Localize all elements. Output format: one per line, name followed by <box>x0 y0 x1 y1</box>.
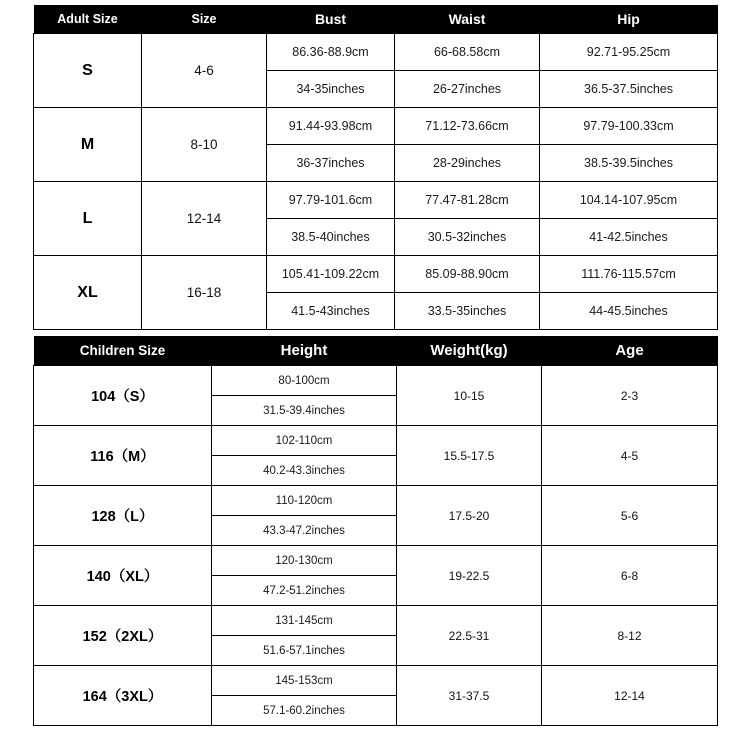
adult-m-hip-cm: 97.79-100.33cm <box>540 108 718 145</box>
adult-l-waist-in: 30.5-32inches <box>395 219 540 256</box>
adult-s-hip-cm: 92.71-95.25cm <box>540 34 718 71</box>
adult-m-waist-cm: 71.12-73.66cm <box>395 108 540 145</box>
children-140-weight: 19-22.5 <box>397 546 542 606</box>
children-128-height-in: 43.3-47.2inches <box>212 516 397 546</box>
adult-table-header <box>34 5 718 34</box>
adult-row-size-s: 4-6 <box>142 34 267 108</box>
adult-row-size-l: 12-14 <box>142 182 267 256</box>
children-size-table <box>33 336 718 726</box>
adult-row-label-l: L <box>34 182 142 256</box>
adult-l-hip-in: 41-42.5inches <box>540 219 718 256</box>
adult-l-bust-cm: 97.79-101.6cm <box>267 182 395 219</box>
adult-header-bust: Bust <box>267 5 395 34</box>
children-164-height-cm: 145-153cm <box>212 666 397 696</box>
adult-header-waist: Waist <box>395 5 540 34</box>
adult-row-label-m: M <box>34 108 142 182</box>
table-row <box>34 486 718 516</box>
adult-s-bust-cm: 86.36-88.9cm <box>267 34 395 71</box>
children-row-label-140: 140（XL） <box>34 546 212 606</box>
children-152-age: 8-12 <box>542 606 718 666</box>
adult-xl-hip-in: 44-45.5inches <box>540 293 718 330</box>
adult-size-table <box>33 5 718 330</box>
adult-xl-hip-cm: 111.76-115.57cm <box>540 256 718 293</box>
children-header-weight: Weight(kg) <box>397 336 542 366</box>
children-header-height: Height <box>212 336 397 366</box>
adult-header-hip: Hip <box>540 5 718 34</box>
table-row <box>34 182 718 219</box>
adult-s-waist-in: 26-27inches <box>395 71 540 108</box>
adult-xl-waist-cm: 85.09-88.90cm <box>395 256 540 293</box>
adult-s-bust-in: 34-35inches <box>267 71 395 108</box>
children-152-height-in: 51.6-57.1inches <box>212 636 397 666</box>
children-140-height-in: 47.2-51.2inches <box>212 576 397 606</box>
adult-s-waist-cm: 66-68.58cm <box>395 34 540 71</box>
adult-l-bust-in: 38.5-40inches <box>267 219 395 256</box>
adult-m-bust-in: 36-37inches <box>267 145 395 182</box>
adult-l-waist-cm: 77.47-81.28cm <box>395 182 540 219</box>
table-row <box>34 256 718 293</box>
children-116-age: 4-5 <box>542 426 718 486</box>
children-104-height-cm: 80-100cm <box>212 366 397 396</box>
table-row <box>34 34 718 71</box>
children-104-height-in: 31.5-39.4inches <box>212 396 397 426</box>
table-row <box>34 606 718 636</box>
children-104-weight: 10-15 <box>397 366 542 426</box>
children-164-age: 12-14 <box>542 666 718 726</box>
children-128-height-cm: 110-120cm <box>212 486 397 516</box>
adult-table-body <box>34 34 718 330</box>
children-116-height-in: 40.2-43.3inches <box>212 456 397 486</box>
adult-header-adult-size: Adult Size <box>34 5 142 34</box>
adult-xl-waist-in: 33.5-35inches <box>395 293 540 330</box>
adult-row-label-s: S <box>34 34 142 108</box>
adult-header-size: Size <box>142 5 267 34</box>
children-table-header <box>34 336 718 366</box>
table-row <box>34 366 718 396</box>
adult-xl-bust-in: 41.5-43inches <box>267 293 395 330</box>
children-table-body <box>34 366 718 726</box>
table-row <box>34 546 718 576</box>
adult-m-hip-in: 38.5-39.5inches <box>540 145 718 182</box>
children-row-label-128: 128（L） <box>34 486 212 546</box>
adult-m-waist-in: 28-29inches <box>395 145 540 182</box>
children-header-children-size: Children Size <box>34 336 212 366</box>
children-128-weight: 17.5-20 <box>397 486 542 546</box>
table-row <box>34 108 718 145</box>
adult-row-size-xl: 16-18 <box>142 256 267 330</box>
adult-row-label-xl: XL <box>34 256 142 330</box>
adult-l-hip-cm: 104.14-107.95cm <box>540 182 718 219</box>
children-128-age: 5-6 <box>542 486 718 546</box>
adult-s-hip-in: 36.5-37.5inches <box>540 71 718 108</box>
children-116-weight: 15.5-17.5 <box>397 426 542 486</box>
children-152-height-cm: 131-145cm <box>212 606 397 636</box>
adult-xl-bust-cm: 105.41-109.22cm <box>267 256 395 293</box>
children-164-weight: 31-37.5 <box>397 666 542 726</box>
adult-row-size-m: 8-10 <box>142 108 267 182</box>
children-152-weight: 22.5-31 <box>397 606 542 666</box>
children-row-label-104: 104（S） <box>34 366 212 426</box>
children-140-height-cm: 120-130cm <box>212 546 397 576</box>
table-row <box>34 426 718 456</box>
table-row <box>34 666 718 696</box>
children-row-label-116: 116（M） <box>34 426 212 486</box>
table-header-row <box>34 5 718 34</box>
children-164-height-in: 57.1-60.2inches <box>212 696 397 726</box>
children-140-age: 6-8 <box>542 546 718 606</box>
children-header-age: Age <box>542 336 718 366</box>
children-row-label-164: 164（3XL） <box>34 666 212 726</box>
children-row-label-152: 152（2XL） <box>34 606 212 666</box>
children-104-age: 2-3 <box>542 366 718 426</box>
children-116-height-cm: 102-110cm <box>212 426 397 456</box>
table-header-row <box>34 336 718 366</box>
adult-m-bust-cm: 91.44-93.98cm <box>267 108 395 145</box>
